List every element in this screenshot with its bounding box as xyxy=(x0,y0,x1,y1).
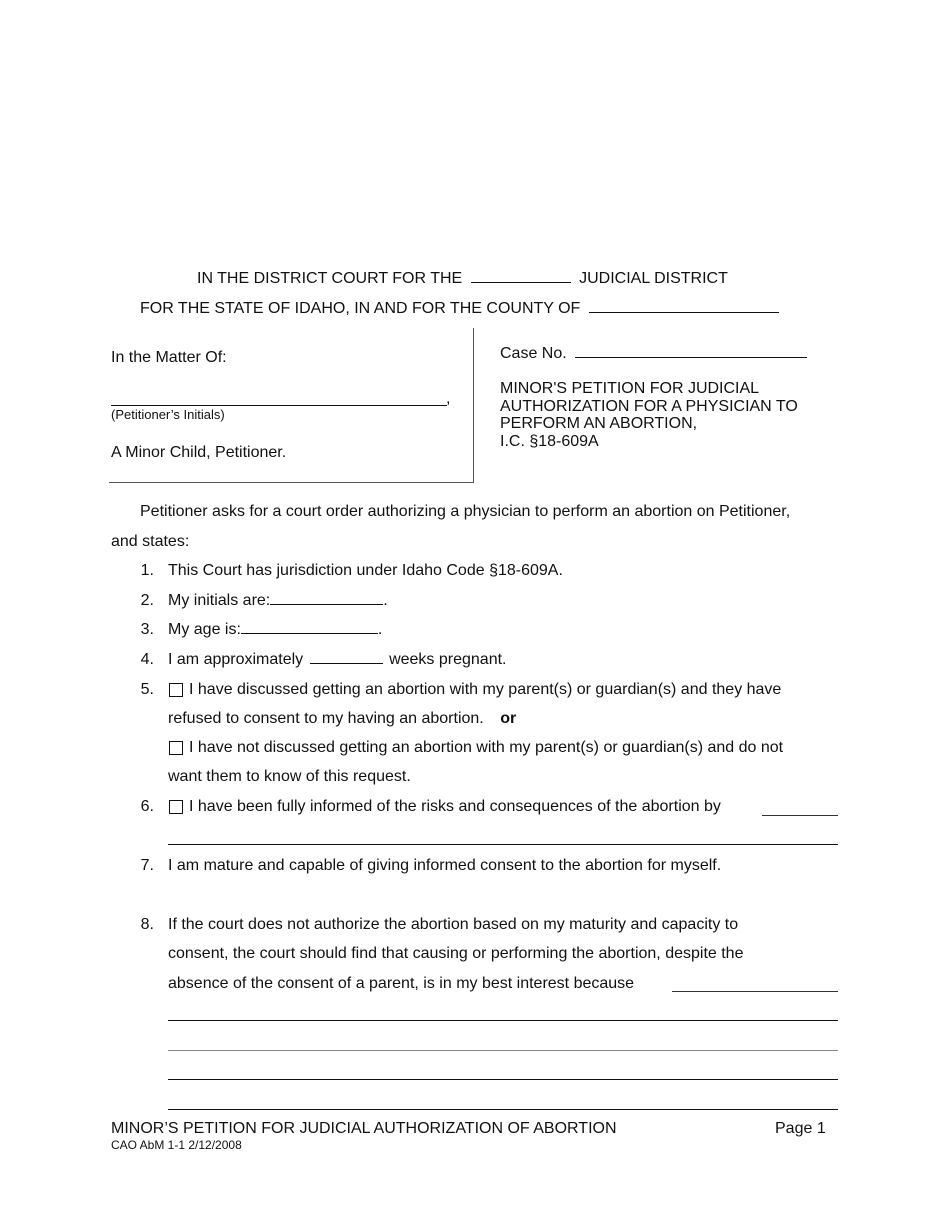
item-number: 8. xyxy=(140,916,154,933)
item-number: 5. xyxy=(140,681,154,698)
matter-label: In the Matter Of: xyxy=(111,349,227,366)
petition-title-line: PERFORM AN ABORTION, xyxy=(500,415,698,432)
item-5a-line2-text: refused to consent to my having an abortion. xyxy=(168,710,484,727)
judicial-district-blank[interactable] xyxy=(471,281,571,283)
case-number-blank[interactable] xyxy=(575,356,807,358)
item-4 xyxy=(168,651,506,669)
case-label: Case No. xyxy=(500,345,567,362)
petition-title-line: AUTHORIZATION FOR A PHYSICIAN TO xyxy=(500,397,798,415)
item-2-text: My initials are: xyxy=(168,592,271,609)
best-interest-blank-line[interactable] xyxy=(168,1079,838,1080)
item-number: 3. xyxy=(140,621,154,638)
minor-child-label: A Minor Child, Petitioner. xyxy=(111,444,287,461)
fully-informed-checkbox[interactable] xyxy=(169,800,183,814)
court-header-suffix: JUDICIAL DISTRICT xyxy=(579,270,728,287)
item-6-text: I have been fully informed of the risks and consequences of the abortion by xyxy=(189,798,721,815)
not-discussed-checkbox[interactable] xyxy=(169,741,183,755)
case-number xyxy=(500,345,807,363)
caption-divider xyxy=(473,328,474,482)
item-number: 4. xyxy=(140,651,154,668)
best-interest-blank[interactable] xyxy=(672,991,838,992)
informed-by-blank-line2[interactable] xyxy=(168,844,838,845)
informed-by-blank[interactable] xyxy=(762,815,838,816)
item-8-line1: If the court does not authorize the abortion based on my maturity and capacity to xyxy=(168,916,739,933)
footer-form-id: CAO AbM 1-1 2/12/2008 xyxy=(111,1138,242,1152)
item-7-text: I am mature and capable of giving informed consent to the abortion for myself. xyxy=(168,857,722,874)
page-number: Page 1 xyxy=(775,1120,826,1137)
weeks-blank[interactable] xyxy=(310,662,383,664)
footer-title: MINOR’S PETITION FOR JUDICIAL AUTHORIZATION OF ABORTION xyxy=(111,1120,617,1137)
best-interest-blank-line[interactable] xyxy=(168,1109,838,1110)
item-3-period: . xyxy=(377,621,383,638)
county-label: FOR THE STATE OF IDAHO, IN AND FOR THE COUNTY OF xyxy=(140,300,581,317)
item-5a-line2 xyxy=(168,710,516,728)
item-number: 6. xyxy=(140,798,154,815)
intro-line1: Petitioner asks for a court order authorizing a physician to perform an abortion on Petitioner, xyxy=(140,503,791,520)
county-blank[interactable] xyxy=(589,311,779,313)
petitioner-initials-label: (Petitioner’s Initials) xyxy=(111,407,225,422)
court-header-prefix: IN THE DISTRICT COURT FOR THE xyxy=(197,270,463,287)
item-3 xyxy=(168,621,382,639)
item-number: 2. xyxy=(140,592,154,609)
item-3-text: My age is: xyxy=(168,621,241,638)
intro-line2: and states: xyxy=(111,533,190,550)
item-8-line2: consent, the court should find that causing or performing the abortion, despite the xyxy=(168,945,744,962)
discussed-refused-checkbox[interactable] xyxy=(169,683,183,697)
item-5a-line1: I have discussed getting an abortion with my parent(s) or guardian(s) and they have xyxy=(189,681,782,698)
item-2-period: . xyxy=(383,592,388,609)
caption-bottom-rule xyxy=(109,482,474,483)
or-label: or xyxy=(500,710,517,727)
petition-title-line: MINOR'S PETITION FOR JUDICIAL xyxy=(500,380,760,397)
item-2 xyxy=(168,592,388,610)
age-blank[interactable] xyxy=(241,632,378,634)
court-header-line1 xyxy=(197,270,728,288)
item-number: 1. xyxy=(140,562,154,579)
initials-comma: , xyxy=(446,390,451,407)
court-header-line2 xyxy=(140,300,779,318)
best-interest-blank-line[interactable] xyxy=(168,1050,838,1051)
item-4-text-post: weeks pregnant. xyxy=(389,651,507,668)
best-interest-blank-line[interactable] xyxy=(168,1020,838,1021)
item-5b-line1: I have not discussed getting an abortion with my parent(s) or guardian(s) and do not xyxy=(189,739,784,756)
item-1-text: This Court has jurisdiction under Idaho Code §18-609A. xyxy=(168,562,563,579)
item-number: 7. xyxy=(140,857,154,874)
item-4-text-pre: I am approximately xyxy=(168,651,304,668)
initials-blank[interactable] xyxy=(270,603,383,605)
petitioner-initials-blank[interactable] xyxy=(111,405,447,406)
petition-title-line: I.C. §18-609A xyxy=(500,432,599,450)
item-5b-line2: want them to know of this request. xyxy=(168,768,411,785)
item-8-line3: absence of the consent of a parent, is in my best interest because xyxy=(168,975,635,992)
petition-title xyxy=(500,380,798,450)
